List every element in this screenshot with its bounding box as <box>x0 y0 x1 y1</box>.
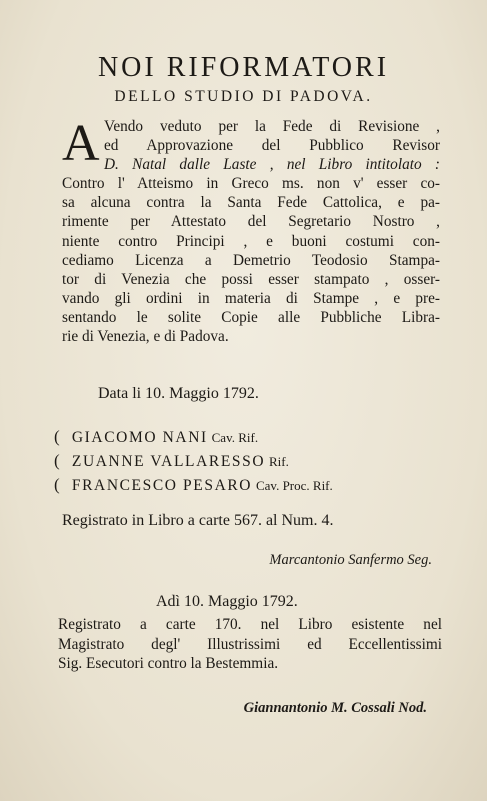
registration-line: Magistrato degl' Illustrissimi ed Eccellentissimi <box>58 635 442 653</box>
paragraph-line: tor di Venezia che possi esser stampato , osser- <box>62 270 440 288</box>
signatory-brace: ( <box>54 475 60 494</box>
signatory-role: Cav. Proc. Rif. <box>255 478 333 493</box>
paragraph-line: Vendo veduto per la Fede di Revisione , <box>104 118 440 135</box>
paragraph-line: cediamo Licenza a Demetrio Teodosio Stampa- <box>62 251 440 269</box>
second-date: Adì 10. Maggio 1792. <box>156 593 298 610</box>
registration-line: Registrato a carte 170. nel Libro esistente nel <box>58 616 442 633</box>
signatory <box>54 427 258 447</box>
notary-signature: Giannantonio M. Cossali Nod. <box>243 700 427 716</box>
registration-line: Sig. Esecutori contro la Bestemmia. <box>58 655 279 672</box>
registration-paragraph <box>58 615 442 674</box>
paragraph-line: Contro l' Atteismo in Greco ms. non v' esser co- <box>62 175 440 193</box>
paragraph-line: vando gli ordini in materia di Stampe , e pre- <box>62 289 440 307</box>
signatory-name: FRANCESCO PESARO <box>71 477 253 494</box>
signatory-role: Rif. <box>269 454 289 469</box>
paragraph-line: ed Approvazione del Pubblico Revisor <box>104 137 440 155</box>
paragraph-line: sa alcuna contra la Santa Fede Cattolica, e pa- <box>62 194 440 212</box>
paragraph-line: niente contro Principi , e buoni costumi con- <box>62 232 440 250</box>
page-subtitle: DELLO STUDIO DI PADOVA. <box>114 88 373 105</box>
paragraph-line: sentando le solite Copie alle Pubbliche Libra- <box>62 308 440 326</box>
signatory-name: GIACOMO NANI <box>71 429 208 446</box>
paragraph-line: rimente per Attestato del Segretario Nostro , <box>62 213 440 231</box>
signatory <box>54 475 333 495</box>
signatory-brace: ( <box>54 451 60 470</box>
date-line: Data li 10. Maggio 1792. <box>98 385 259 402</box>
signatory <box>54 451 289 471</box>
paragraph-line: rie di Venezia, e di Padova. <box>62 328 229 346</box>
paragraph-line: D. Natal dalle Laste , nel Libro intitolato : <box>104 156 440 174</box>
signatory-name: ZUANNE VALLARESSO <box>71 453 266 470</box>
drop-cap: A <box>62 115 100 172</box>
signatory-role: Cav. Rif. <box>211 430 259 445</box>
secretary-signature: Marcantonio Sanfermo Seg. <box>269 552 432 568</box>
signatory-brace: ( <box>54 427 60 446</box>
registration-line: Registrato in Libro a carte 567. al Num. 4. <box>62 512 334 529</box>
page-title: NOI RIFORMATORI <box>97 52 390 83</box>
license-paragraph <box>62 117 440 346</box>
